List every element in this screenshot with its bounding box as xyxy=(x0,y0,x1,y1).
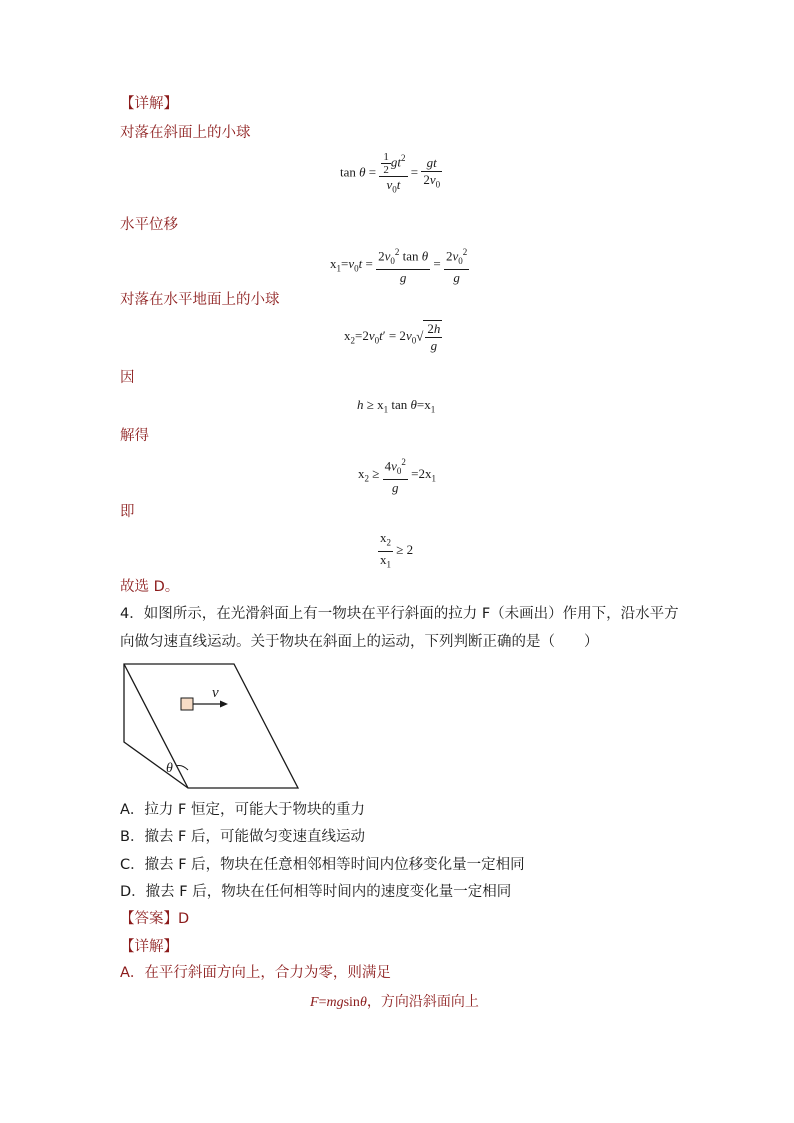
equation-x1: $x_1=v_0t$ = $\frac{2v_0^2 \tan \theta}{g}$ = $\frac{2v_0^2}{g}$ xyxy=(330,244,469,286)
incline-edge xyxy=(124,664,188,788)
option-a: A．拉力 F 恒定，可能大于物块的重力 xyxy=(120,802,365,818)
detail-heading: 【详解】 xyxy=(120,939,178,955)
equation-ratio: $\frac{x_2}{x_1}$ ≥ 2 xyxy=(380,530,414,570)
option-c: C．撤去 F 后，物块在任意相邻相等时间内位移变化量一定相同 xyxy=(120,857,525,873)
text-line: 对落在斜面上的小球 xyxy=(120,125,251,141)
velocity-label: v xyxy=(212,685,219,701)
option-b: B．撤去 F 后，可能做匀变速直线运动 xyxy=(120,829,366,845)
equation-force: F=mgsinθ，方向沿斜面向上 xyxy=(310,994,479,1010)
equation-tan-theta: tan θ = $\frac{1}{2}$ $gt^2$ $v_0t$ = $\frac{gt}{2v_0}$ xyxy=(340,150,441,195)
equation-x2: $x_2=2v_0t' = 2v_0√$ $\frac{2h}{g}$ xyxy=(344,321,441,353)
incline-figure xyxy=(118,660,308,794)
equation-inequality-h: $h \ge x_1$ $\tan \theta=x_1$ xyxy=(357,397,436,415)
text-line: 即 xyxy=(120,504,135,520)
answer-line xyxy=(120,909,189,929)
answer-value: D xyxy=(178,911,190,927)
equation-force-tail: ，方向沿斜面向上 xyxy=(366,994,479,1010)
option-d: D．撤去 F 后，物块在任何相等时间内的速度变化量一定相同 xyxy=(120,884,512,900)
text-line: 对落在水平地面上的小球 xyxy=(120,292,280,308)
question-text: 4．如图所示，在光滑斜面上有一物块在平行斜面的拉力 F（未画出）作用下，沿水平方 xyxy=(120,606,679,622)
detail-heading: 【详解】 xyxy=(120,96,178,112)
text-line: 解得 xyxy=(120,428,149,444)
text-line: 因 xyxy=(120,370,135,386)
text-line: 水平位移 xyxy=(120,217,178,233)
text-line: 故选 D。 xyxy=(120,579,180,595)
theta-label: θ xyxy=(166,761,173,776)
question-text: 向做匀速直线运动。关于物块在斜面上的运动，下列判断正确的是（ ） xyxy=(120,634,599,650)
equation-x2-bound: $x_2$ ≥ $\frac{4v_0^2}{g}$ $=2x_1$ xyxy=(358,454,436,496)
velocity-arrowhead xyxy=(220,701,228,708)
incline-outline xyxy=(124,664,298,788)
text-line: A．在平行斜面方向上，合力为零，则满足 xyxy=(120,965,391,981)
block xyxy=(181,698,193,710)
answer-label: 【答案】 xyxy=(120,911,178,927)
